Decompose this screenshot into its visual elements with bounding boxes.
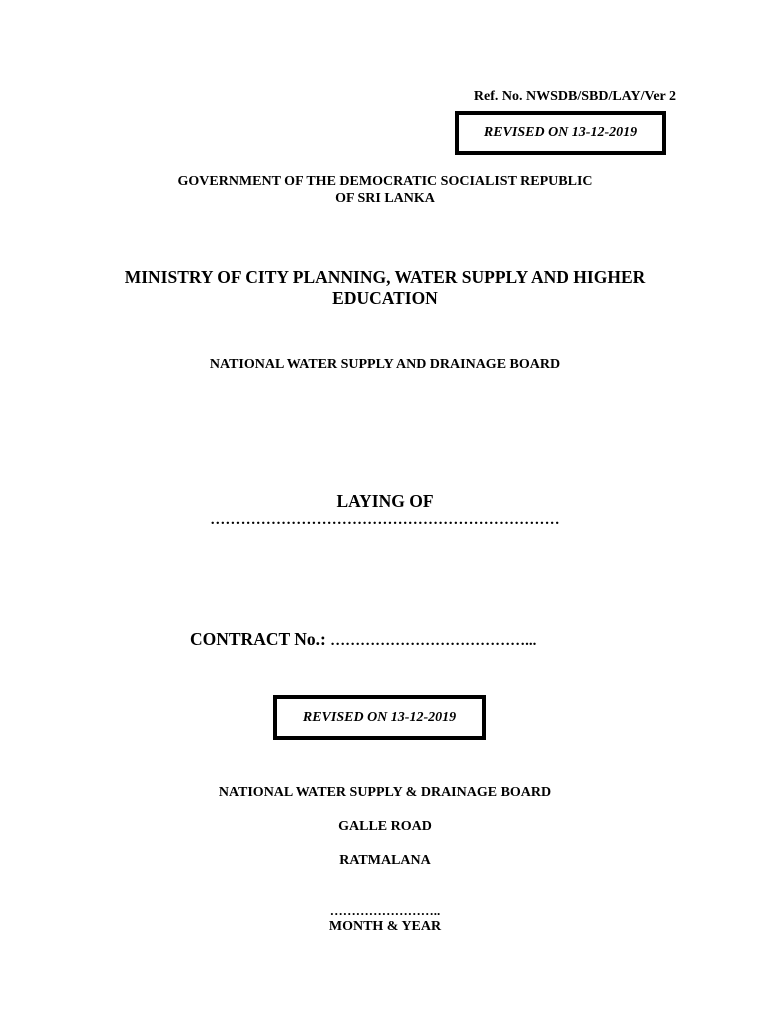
revised-stamp-middle (273, 695, 486, 740)
contract-number-placeholder: …………………………………... (330, 633, 537, 649)
ministry-heading-line2: EDUCATION (332, 288, 438, 308)
address-city: RATMALANA (339, 853, 431, 868)
board-heading: NATIONAL WATER SUPPLY AND DRAINAGE BOARD (209, 357, 561, 372)
address-organisation: NATIONAL WATER SUPPLY & DRAINAGE BOARD (218, 785, 552, 800)
revised-stamp-top (455, 111, 666, 155)
date-placeholder: …………………….. (329, 903, 441, 918)
laying-of-section (0, 492, 770, 530)
ministry-heading-line1: MINISTRY OF CITY PLANNING, WATER SUPPLY AND HIGHER (124, 267, 646, 287)
month-year-label: MONTH & YEAR (328, 919, 442, 934)
reference-number: Ref. No. NWSDB/SBD/LAY/Ver 2 (473, 89, 676, 104)
revised-stamp-top-text: REVISED ON 13-12-2019 (483, 125, 638, 140)
revised-stamp-middle-text: REVISED ON 13-12-2019 (302, 709, 457, 725)
laying-of-label: LAYING OF (336, 491, 434, 511)
government-heading (0, 173, 770, 207)
ministry-heading (0, 267, 770, 309)
address-road: GALLE ROAD (338, 819, 432, 834)
contract-number-line (190, 629, 536, 650)
government-heading-line1: GOVERNMENT OF THE DEMOCRATIC SOCIALIST REPUBLIC (177, 174, 593, 189)
government-heading-line2: OF SRI LANKA (335, 191, 435, 206)
laying-of-placeholder: …………………………………………………………… (210, 512, 560, 528)
contract-number-label: CONTRACT No.: (190, 629, 326, 649)
